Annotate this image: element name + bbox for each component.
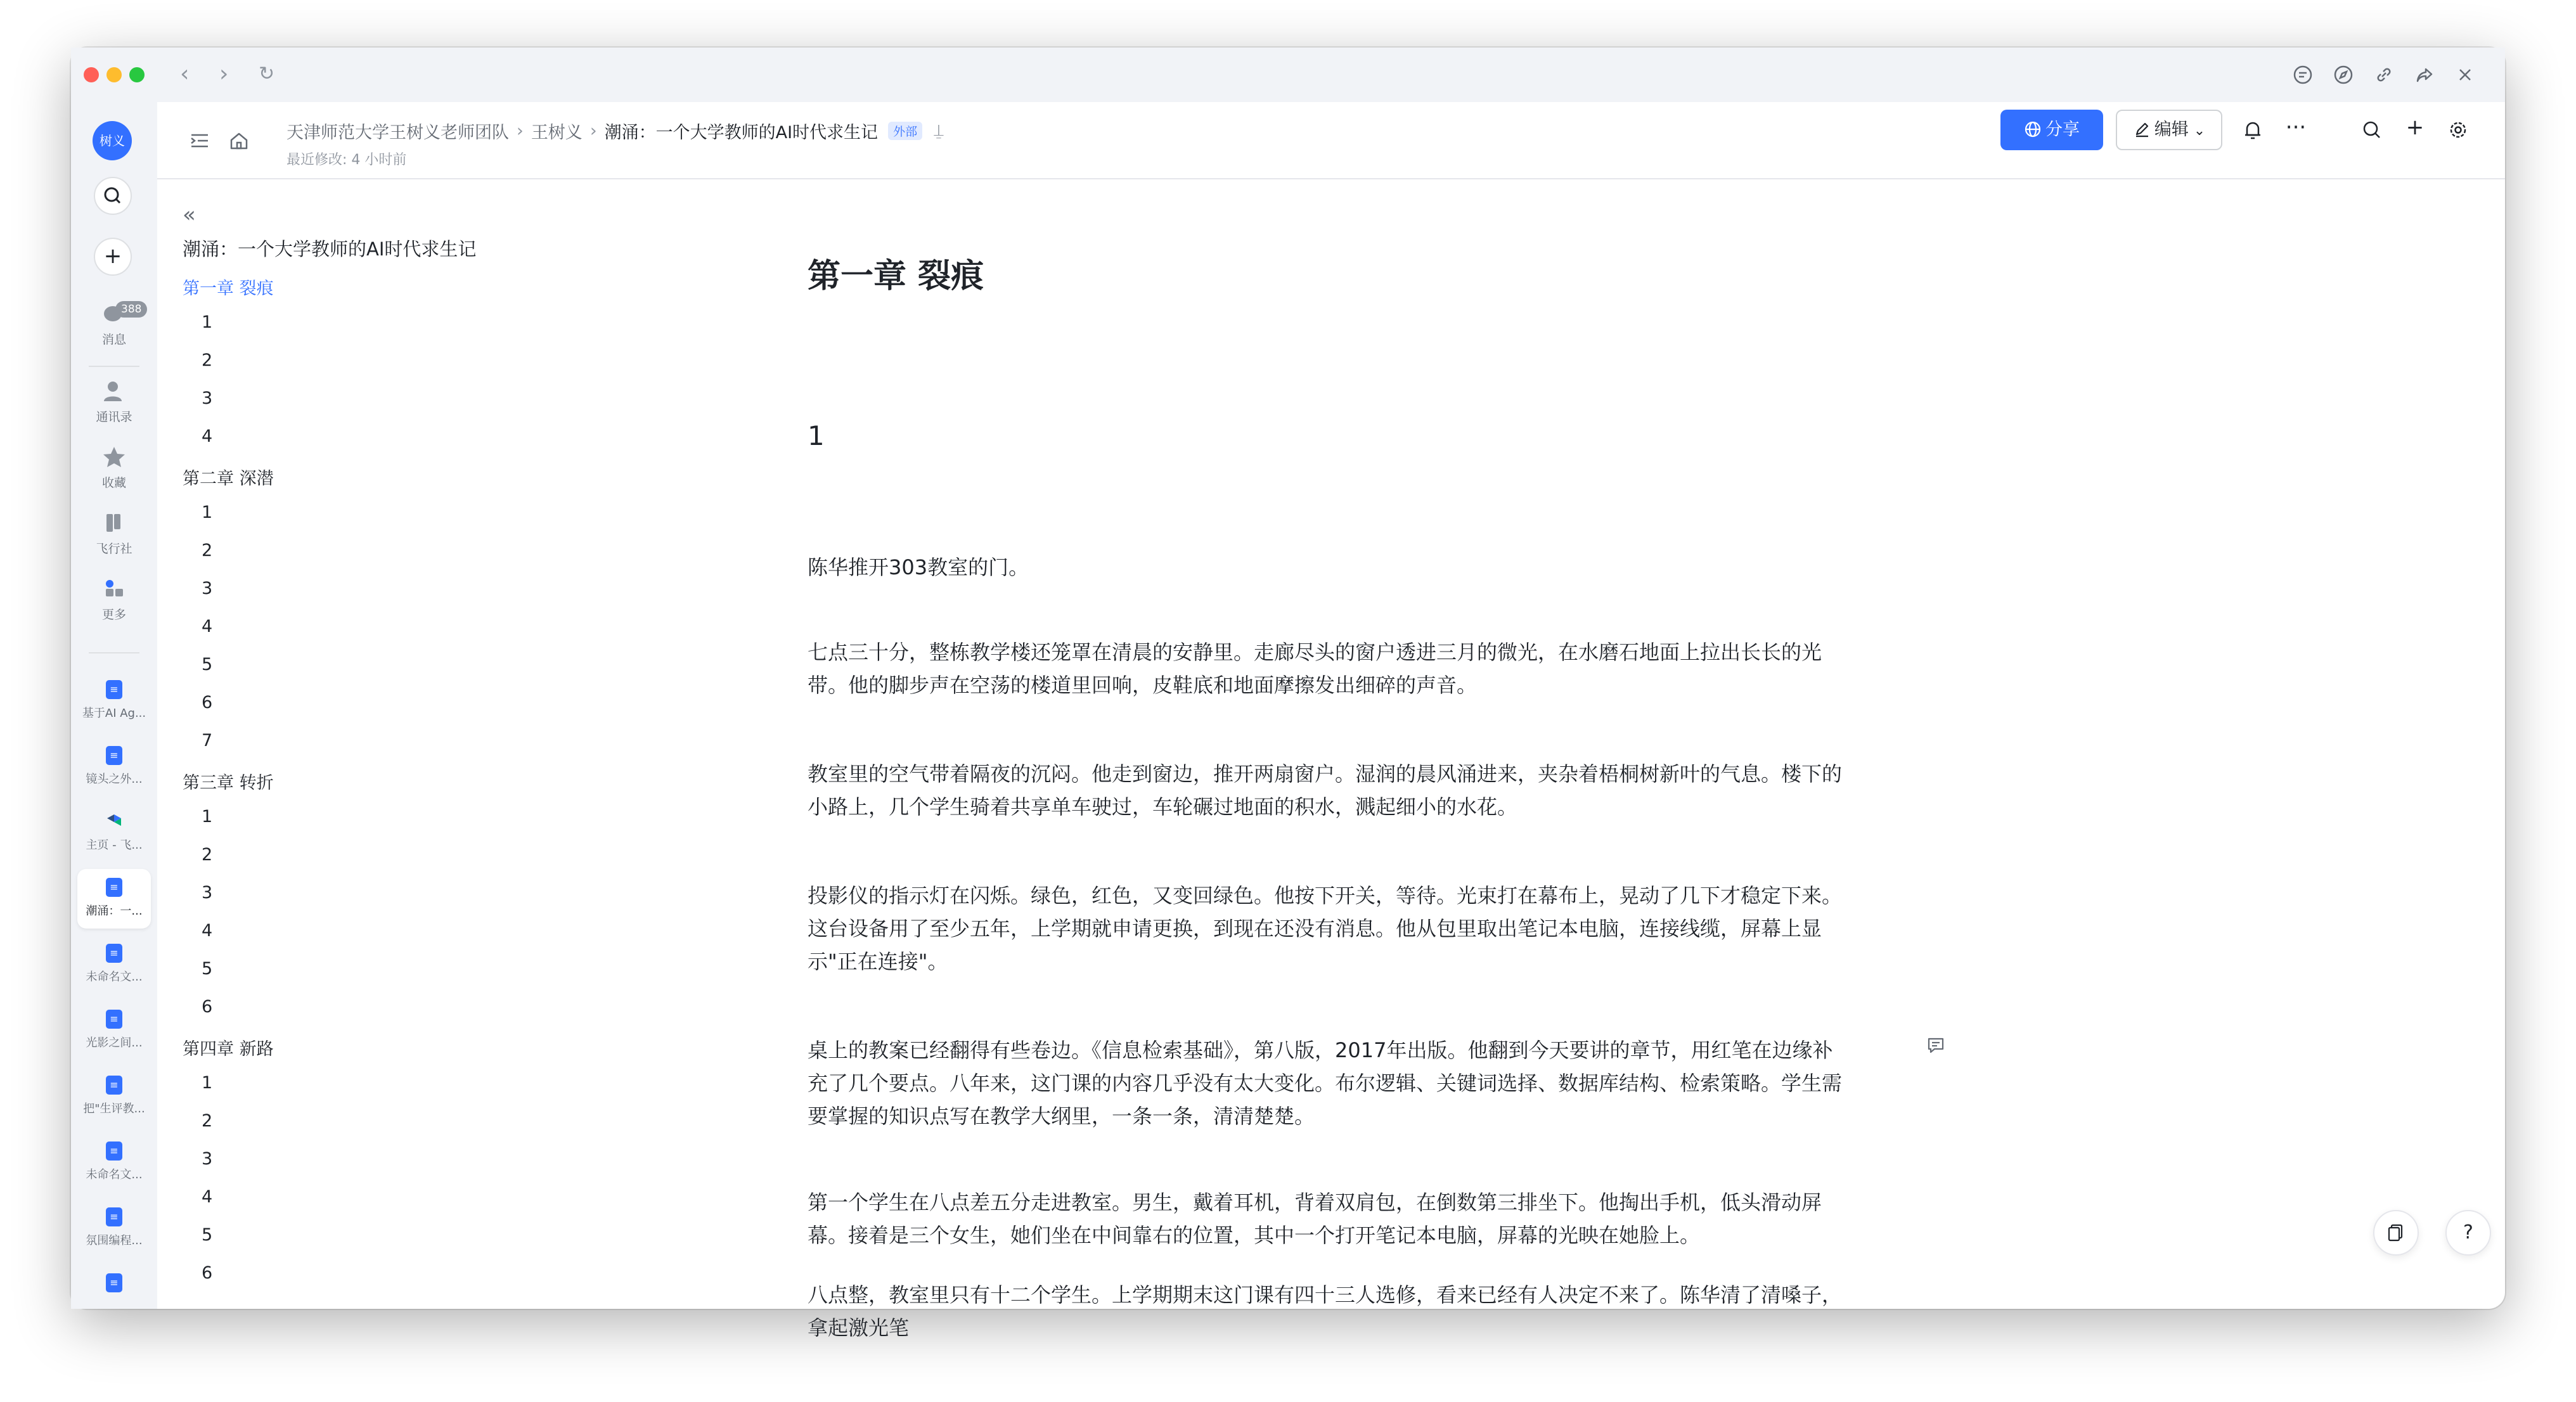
avatar[interactable]: 树义 <box>93 121 132 160</box>
doc-icon: ≡ <box>106 746 122 765</box>
recent-doc-label: 光影之间... <box>86 1036 143 1050</box>
outline-section[interactable]: 6 <box>202 1263 213 1283</box>
more-label: 更多 <box>101 608 126 622</box>
outline-section[interactable]: 5 <box>202 1225 213 1245</box>
app-window <box>71 48 2505 1340</box>
book-icon <box>100 510 128 536</box>
search-icon[interactable] <box>94 177 132 215</box>
outline-section[interactable]: 4 <box>202 1187 213 1207</box>
paragraph: 八点整，教室里只有十二个学生。上学期期末这门课有四十三人选修，看来已经有人决定不来了。陈华清了清嗓子，拿起激光笔 <box>808 1283 1843 1340</box>
zoom-window-button[interactable] <box>129 67 145 82</box>
find-icon[interactable] <box>2358 116 2386 144</box>
doc-icon: ≡ <box>106 1273 122 1292</box>
breadcrumb <box>287 119 944 143</box>
close-window-button[interactable] <box>84 67 99 82</box>
recent-doc[interactable] <box>77 1133 151 1192</box>
doc-icon: ≡ <box>106 944 122 963</box>
share-label: 分享 <box>2045 120 2080 139</box>
outline-panel <box>157 179 702 1309</box>
edit-label: 编辑 <box>2154 120 2189 139</box>
rail-divider <box>89 366 139 367</box>
recent-doc-label: 把"生评教... <box>83 1102 145 1116</box>
rail-more[interactable] <box>71 576 157 622</box>
rail-feixingshe[interactable] <box>71 510 157 556</box>
compass-icon[interactable] <box>2333 64 2354 86</box>
rail-divider <box>89 652 139 653</box>
gear-icon[interactable] <box>2444 116 2472 144</box>
contacts-icon <box>100 378 128 404</box>
outline-doc-title[interactable]: 潮涌：一个大学教师的AI时代求生记 <box>183 238 477 260</box>
copy-doc-icon[interactable] <box>2373 1210 2419 1256</box>
doc-icon: ≡ <box>106 878 122 897</box>
recent-doc[interactable] <box>77 737 151 797</box>
doc-icon: ≡ <box>106 1010 122 1029</box>
outline-chapter[interactable]: 第一章 裂痕 <box>183 279 274 299</box>
paragraph: 第一个学生在八点差五分走进教室。男生，戴着耳机，背着双肩包，在倒数第三排坐下。他掏出手机，低头滑动屏幕。接着是三个女生，她们坐在中间靠右的位置，其中一个打开笔记本电脑，屏幕的光映在她脸上。 <box>808 1190 1822 1247</box>
feixingshe-label: 飞行社 <box>96 542 132 556</box>
recent-doc-active[interactable] <box>77 869 151 929</box>
close-tab-icon[interactable] <box>2454 64 2476 86</box>
paragraph: 投影仪的指示灯在闪烁。绿色，红色，又变回绿色。他按下开关，等待。光束打在幕布上，晃动了几下才稳定下来。这台设备用了至少五年，上学期就申请更换，到现在还没有消息。他从包里取出笔记本电脑，连接线缆，屏幕上显示"正在连接"。 <box>808 884 1843 974</box>
last-modified: 最近修改: 4 小时前 <box>287 152 407 168</box>
breadcrumb-item[interactable]: 王树义 <box>531 123 583 143</box>
outline-section[interactable]: 2 <box>202 1111 213 1131</box>
paragraph: 桌上的教案已经翻得有些卷边。《信息检索基础》，第八版，2017年出版。他翻到今天要讲的章节，用红笔在边缘补充了几个要点。八年来，这门课的内容几乎没有太大变化。布尔逻辑、关键词选择、数据库结构、检索策略。学生需要掌握的知识点写在教学大纲里，一条一条，清清楚楚。 <box>808 1038 1843 1128</box>
recent-doc-label: 氛围编程... <box>86 1234 143 1247</box>
contacts-label: 通讯录 <box>96 410 132 424</box>
external-tag: 外部 <box>888 122 922 140</box>
outline-chapter[interactable]: 第二章 深潜 <box>183 469 274 489</box>
bell-icon[interactable] <box>2239 116 2267 144</box>
recent-doc[interactable] <box>77 1001 151 1060</box>
outline-section[interactable]: 6 <box>202 997 213 1017</box>
outline-section[interactable]: 5 <box>202 959 213 979</box>
recent-doc[interactable] <box>77 803 151 863</box>
doc-icon: ≡ <box>106 1076 122 1095</box>
recent-doc-label: 主页 - 飞... <box>86 839 143 852</box>
outline-section[interactable]: 6 <box>202 693 213 712</box>
collapse-outline-icon[interactable]: « <box>183 202 196 228</box>
recent-doc[interactable] <box>77 1264 151 1324</box>
outline-section[interactable]: 2 <box>202 350 213 370</box>
back-icon[interactable]: ‹ <box>180 61 190 87</box>
outline-section[interactable]: 1 <box>202 312 213 332</box>
doc-icon: ≡ <box>106 680 122 699</box>
recent-doc[interactable] <box>77 671 151 731</box>
outline-chapter[interactable]: 第三章 转折 <box>183 773 274 793</box>
more-options-icon[interactable]: ··· <box>2285 115 2307 140</box>
chapter-heading: 第一章 裂痕 <box>808 257 984 295</box>
recent-doc-label: 镜头之外... <box>86 773 143 786</box>
messages-label: 消息 <box>101 333 126 347</box>
section-heading: 1 <box>808 420 825 451</box>
outline-section[interactable]: 5 <box>202 655 213 674</box>
outline-section[interactable]: 4 <box>202 427 213 446</box>
globe-icon <box>2024 120 2042 138</box>
recent-doc[interactable] <box>77 1199 151 1258</box>
recent-doc-label: 基于AI Ag... <box>82 707 146 720</box>
minimize-window-button[interactable] <box>106 67 122 82</box>
outline-section[interactable]: 7 <box>202 731 213 750</box>
outline-section[interactable]: 3 <box>202 579 213 598</box>
recent-doc-label: 未命名文... <box>86 1168 143 1181</box>
paragraph: 教室里的空气带着隔夜的沉闷。他走到窗边，推开两扇窗户。湿润的晨风涌进来，夹杂着梧桐树新叶的气息。楼下的小路上，几个学生骑着共享单车驶过，车轮碾过地面的积水，溅起细小的水花。 <box>808 762 1843 819</box>
outline-section[interactable]: 2 <box>202 541 213 560</box>
chevron-down-icon: ⌄ <box>2193 123 2206 139</box>
breadcrumb-separator-icon: › <box>589 121 597 141</box>
outline-section[interactable]: 1 <box>202 503 213 522</box>
recent-doc-label: 潮涌：一... <box>86 904 143 918</box>
outline-section[interactable]: 1 <box>202 1073 213 1093</box>
chat-bubble-icon[interactable] <box>2292 64 2314 86</box>
paragraph: 陈华推开303教室的门。 <box>808 555 1029 579</box>
help-icon[interactable]: ? <box>2445 1210 2491 1256</box>
share-button[interactable] <box>2000 110 2103 150</box>
paragraph: 七点三十分，整栋教学楼还笼罩在清晨的安静里。走廊尽头的窗户透进三月的微光，在水磨石地面上拉出长长的光带。他的脚步声在空荡的楼道里回响，皮鞋底和地面摩擦发出细碎的声音。 <box>808 640 1822 697</box>
outline-section[interactable]: 4 <box>202 617 213 636</box>
rail-messages[interactable] <box>71 301 157 347</box>
add-icon[interactable]: + <box>94 238 132 276</box>
edit-button[interactable] <box>2116 110 2222 150</box>
refresh-icon[interactable]: ↻ <box>259 63 275 85</box>
home-icon[interactable] <box>227 129 251 153</box>
favorites-label: 收藏 <box>101 476 126 490</box>
doc-icon: ≡ <box>106 1142 122 1161</box>
outline-section[interactable]: 3 <box>202 389 213 408</box>
new-icon[interactable]: + <box>2405 115 2425 140</box>
rail-favorites[interactable] <box>71 444 157 491</box>
left-rail <box>71 102 157 1309</box>
forward-icon[interactable]: › <box>219 61 229 87</box>
recent-doc[interactable] <box>77 935 151 994</box>
recent-doc-label: 未命名文... <box>86 970 143 984</box>
recent-doc[interactable] <box>77 1067 151 1126</box>
star-icon <box>100 444 128 470</box>
link-icon[interactable] <box>2373 64 2395 86</box>
outline-section[interactable]: 3 <box>202 883 213 903</box>
title-bar <box>71 48 2505 102</box>
forward-share-icon[interactable] <box>2414 64 2435 86</box>
doc-icon: ≡ <box>106 1207 122 1226</box>
comment-icon[interactable] <box>1926 1035 1946 1055</box>
breadcrumb-separator-icon: › <box>517 121 524 141</box>
rail-contacts[interactable] <box>71 378 157 425</box>
outline-section[interactable]: 1 <box>202 807 213 826</box>
article-body <box>808 179 1948 1340</box>
breadcrumb-current[interactable]: 潮涌：一个大学教师的AI时代求生记 <box>604 123 879 143</box>
messages-badge: 388 <box>115 301 147 318</box>
wiki-home-icon <box>106 812 122 831</box>
outline-section[interactable]: 4 <box>202 921 213 941</box>
apps-icon <box>100 576 128 601</box>
pin-icon[interactable]: ⍊ <box>934 121 944 140</box>
outline-section[interactable]: 3 <box>202 1149 213 1169</box>
breadcrumb-item[interactable]: 天津师范大学王树义老师团队 <box>287 123 509 143</box>
pencil-icon <box>2133 120 2151 138</box>
outline-section[interactable]: 2 <box>202 845 213 865</box>
outline-toggle-icon[interactable] <box>188 129 212 153</box>
outline-chapter[interactable]: 第四章 新路 <box>183 1039 274 1059</box>
